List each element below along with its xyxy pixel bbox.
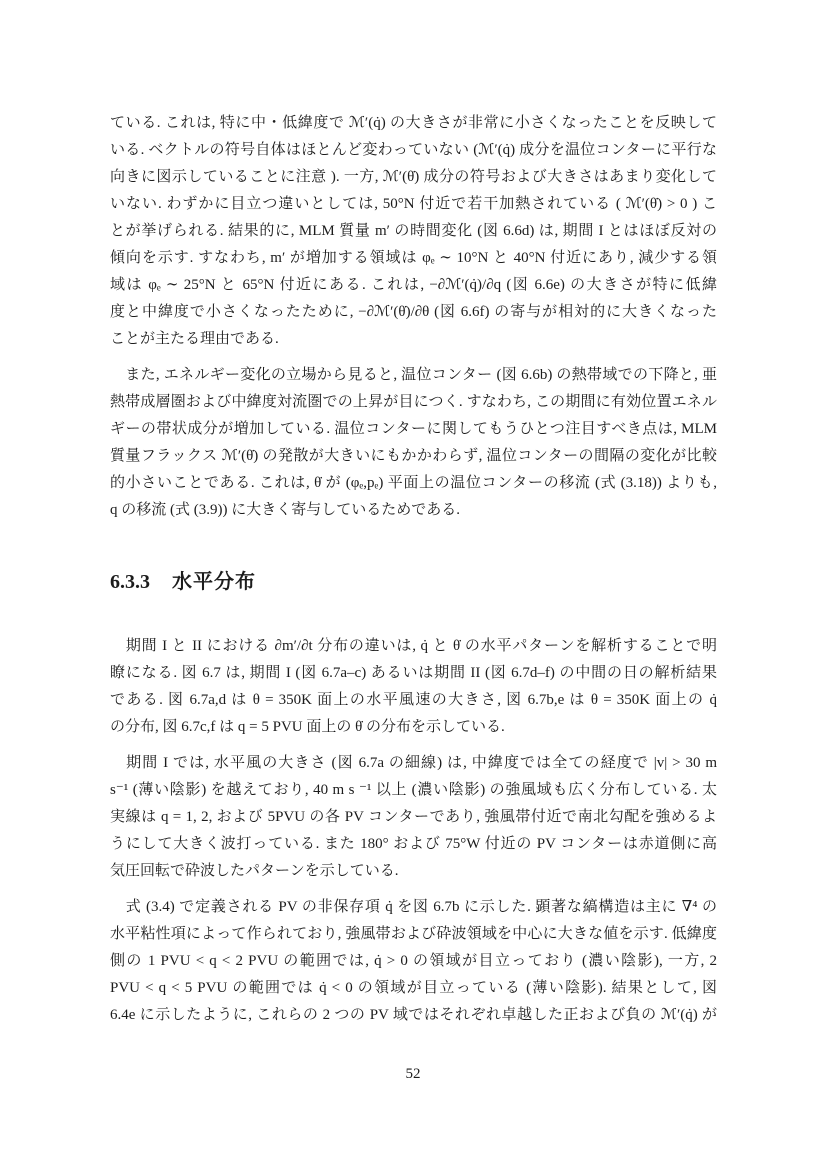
text-line: 水平粘性項によって作られており, 強風帯および砕波領域を中心に大きな値を示す. 低緯度 xyxy=(110,926,717,942)
text-line: 域は φₑ ∼ 25°N と 65°N 付近にある. これは, −∂ℳ′(q̇)/∂q (図 6.6e) の大きさが特に低緯 xyxy=(110,277,717,293)
text-line: 的小さいことである. これは, θ̇ が (φₑ,pₑ) 平面上の温位コンターの移流 (式 (3.18)) よりも, xyxy=(110,475,717,491)
paragraph-3 xyxy=(110,633,717,741)
text-line: 期間 I では, 水平風の大きさ (図 6.7a の細線) は, 中緯度では全ての経度で |v| > 30 m xyxy=(110,755,717,771)
paragraph-5 xyxy=(110,894,717,1029)
text-line: ことが主たる理由である. xyxy=(110,331,279,347)
section-title: 水平分布 xyxy=(172,571,256,593)
text-line: 側の 1 PVU < q < 2 PVU の範囲では, q̇ > 0 の領域が目立っており (濃い陰影), 一方, 2 xyxy=(110,953,717,969)
text-line: とが挙げられる. 結果的に, MLM 質量 m′ の時間変化 (図 6.6d) は, 期間 I とはほぼ反対の xyxy=(110,223,717,239)
text-line: s⁻¹ (薄い陰影) を越えており, 40 m s ⁻¹ 以上 (濃い陰影) の強風域も広く分布している. 太 xyxy=(110,782,717,798)
text-line: いない. わずかに目立つ違いとしては, 50°N 付近で若干加熱されている ( ℳ′(θ̇) > 0 ) こ xyxy=(110,196,717,212)
text-line: 6.4e に示したように, これらの 2 つの PV 域ではそれぞれ卓越した正および負の ℳ′(q̇) が xyxy=(110,1007,717,1023)
section-number: 6.3.3 xyxy=(110,571,150,593)
text-line: ている. これは, 特に中・低緯度で ℳ′(q̇) の大きさが非常に小さくなったことを反映して xyxy=(110,115,717,131)
text-line: 実線は q = 1, 2, および 5PVU の各 PV コンターであり, 強風帯付近で南北勾配を強めるよ xyxy=(110,809,717,825)
page-number: 52 xyxy=(405,1066,421,1082)
text-line: q の移流 (式 (3.9)) に大きく寄与しているためである. xyxy=(110,502,460,518)
text-line: の分布, 図 6.7c,f は q = 5 PVU 面上の θ̇ の分布を示している. xyxy=(110,719,505,735)
text-line: 傾向を示す. すなわち, m′ が増加する領域は φₑ ∼ 10°N と 40°N 付近にあり, 減少する領 xyxy=(110,250,717,266)
text-line: いる. ベクトルの符号自体はほとんど変わっていない (ℳ′(q̇) 成分を温位コンターに平行な xyxy=(110,142,717,158)
section-heading xyxy=(110,567,717,597)
text-line: 瞭になる. 図 6.7 は, 期間 I (図 6.7a–c) あるいは期間 II (図 6.7d–f) の中間の日の解析結果 xyxy=(110,665,717,681)
text-line: 気圧回転で砕波したパターンを示している. xyxy=(110,863,399,879)
text-line: 質量フラックス ℳ′(θ̇) の発散が大きいにもかかわらず, 温位コンターの間隔の変化が比較 xyxy=(110,448,717,464)
text-line: 向きに図示していることに注意 ). 一方, ℳ′(θ̇) 成分の符号および大きさはあまり変化して xyxy=(110,169,717,185)
text-line: 式 (3.4) で定義される PV の非保存項 q̇ を図 6.7b に示した. 顕著な縞構造は主に ∇⁴ の xyxy=(110,899,717,915)
text-line: である. 図 6.7a,d は θ = 350K 面上の水平風速の大きさ, 図 6.7b,e は θ = 350K 面上の q̇ xyxy=(110,692,717,708)
text-line: また, エネルギー変化の立場から見ると, 温位コンター (図 6.6b) の熱帯域での下降と, 亜 xyxy=(110,367,717,383)
paragraph-2 xyxy=(110,362,717,524)
text-line: ギーの帯状成分が増加している. 温位コンターに関してもうひとつ注目すべき点は, MLM xyxy=(110,421,717,437)
page-body xyxy=(110,110,717,1038)
text-line: うにして大きく波打っている. また 180° および 75°W 付近の PV コンターは赤道側に高 xyxy=(110,836,717,852)
text-line: 度と中緯度で小さくなったために, −∂ℳ′(θ̇)/∂θ (図 6.6f) の寄与が相対的に大きくなった xyxy=(110,304,717,320)
text-line: 熱帯成層圏および中緯度対流圏での上昇が目につく. すなわち, この期間に有効位置エネル xyxy=(110,394,717,410)
paragraph-1 xyxy=(110,110,717,353)
text-line: 期間 I と II における ∂m′/∂t 分布の違いは, q̇ と θ̇ の水平パターンを解析することで明 xyxy=(110,638,717,654)
text-line: PVU < q < 5 PVU の範囲では q̇ < 0 の領域が目立っている (薄い陰影). 結果として, 図 xyxy=(110,980,717,996)
paragraph-4 xyxy=(110,750,717,885)
